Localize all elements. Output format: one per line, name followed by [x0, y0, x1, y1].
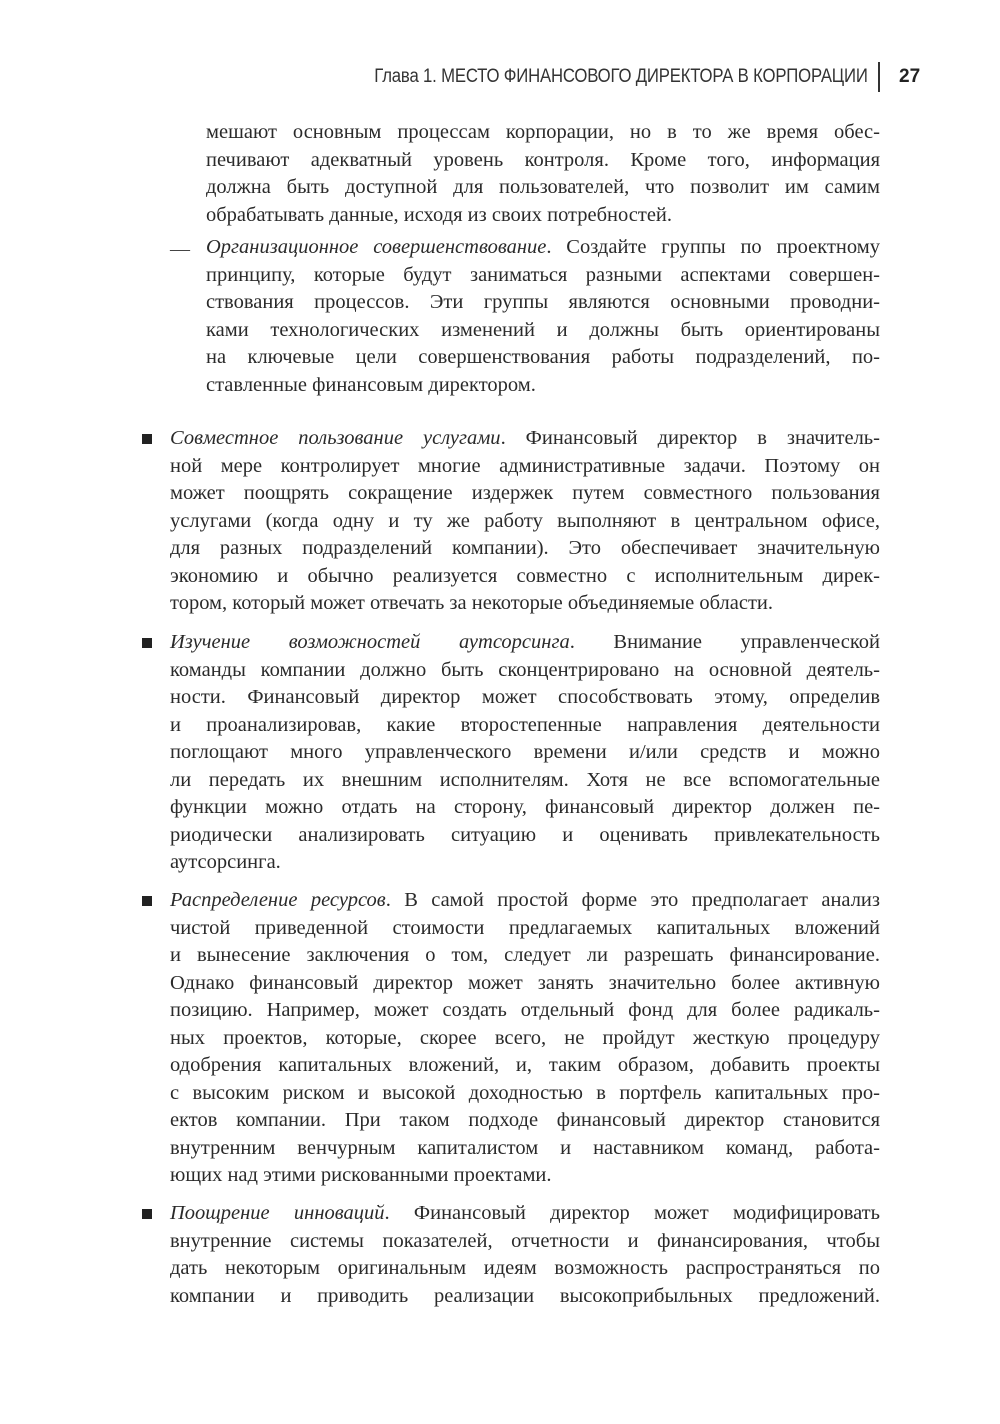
paragraph-line: экономию и обычно реализуется совместно с исполнительным дирек-: [170, 564, 880, 587]
paragraph-line: ности. Финансовый директор может способствовать этому, определив: [170, 686, 880, 708]
page-number: 27: [899, 66, 921, 87]
dash-marker: —: [170, 238, 190, 260]
paragraph-line: ющих над этими рискованными проектами.: [170, 1164, 552, 1186]
paragraph-line: с высоким риском и высокой доходностью в портфель капитальных про-: [170, 1081, 880, 1104]
paragraph-line: обрабатывать данные, исходя из своих потребностей.: [206, 203, 673, 226]
paragraph-line: ной мере контролирует многие административные задачи. Поэтому он: [170, 454, 880, 477]
item-title: Поощрение инноваций: [170, 1202, 385, 1224]
paragraph-line: может поощрять сокращение издержек путем совместного пользования: [170, 482, 880, 504]
paragraph-line: ных проектов, которые, скорее всего, не пройдут жесткую процедуру: [170, 1026, 880, 1049]
paragraph-line: функции можно отдать на сторону, финансовый директор должен пе-: [170, 796, 880, 818]
paragraph-line: [170, 1200, 880, 1228]
paragraph-line: [206, 234, 880, 262]
paragraph-line: на ключевые цели совершенствования работы подразделений, по-: [206, 346, 880, 368]
header-divider: [878, 62, 880, 92]
paragraph-line: команды компании должно быть сконцентрировано на основной деятель-: [170, 658, 880, 681]
paragraph-line: позицию. Например, может создать отдельный фонд для более радикаль-: [170, 999, 880, 1021]
paragraph-line: риодически анализировать ситуацию и оценивать привлекательность: [170, 823, 880, 846]
paragraph-line: внутренние системы показателей, отчетности и финансирования, чтобы: [170, 1229, 880, 1252]
item-title: Организационное совершенствование: [206, 236, 547, 258]
paragraph-line: ставленные финансовым директором.: [206, 373, 536, 396]
chapter-title: Глава 1. МЕСТО ФИНАНСОВОГО ДИРЕКТОРА В КОРПОРАЦИИ: [374, 66, 868, 87]
bullet-paragraph: [170, 629, 880, 877]
bullet-marker: [142, 638, 152, 648]
bullet-marker: [142, 434, 152, 444]
paragraph-line: и вынесение заключения о том, следует ли разрешать финансирование.: [170, 944, 880, 966]
paragraph-line: внутренним венчурным капиталистом и наставником команд, работа-: [170, 1136, 880, 1159]
paragraph-line: [170, 425, 880, 453]
item-text: . Финансовый директор может модифицировать: [384, 1202, 880, 1224]
paragraph-line: ками технологических изменений и должны быть ориентированы: [206, 318, 880, 341]
paragraph-line: ствования процессов. Эти группы являются основными проводни-: [206, 291, 880, 313]
paragraph-line: ли передать их внешним исполнителям. Хотя не все вспомогательные: [170, 768, 880, 791]
paragraph-line: чистой приведенной стоимости предлагаемых капитальных вложений: [170, 916, 880, 939]
bullet-marker: [142, 896, 152, 906]
paragraph-line: услугами (когда одну и ту же работу выполняют в центральном офисе,: [170, 509, 880, 532]
paragraph-line: дать некоторым оригинальным идеям возможность распространяться по: [170, 1257, 880, 1279]
paragraph-line: мешают основным процессам корпорации, но в то же время обес-: [206, 121, 880, 143]
paragraph-line: ектов компании. При таком подходе финансовый директор становится: [170, 1109, 880, 1131]
item-text: . В самой простой форме это предполагает анализ: [385, 889, 880, 911]
item-text: . Создайте группы по проектному: [546, 236, 880, 258]
paragraph-line: и проанализировав, какие второстепенные направления деятельности: [170, 713, 880, 736]
item-title: Распределение ресурсов: [170, 889, 386, 911]
paragraph-line: Однако финансовый директор может занять значительно более активную: [170, 971, 880, 994]
bullet-paragraph: [170, 1200, 880, 1310]
item-text: . Внимание управленческой: [569, 631, 880, 653]
item-text: . Финансовый директор в значитель-: [500, 427, 880, 449]
running-header: [0, 62, 1000, 94]
paragraph-line: печивают адекватный уровень контроля. Кроме того, информация: [206, 148, 880, 171]
paragraph-line: одобрения капитальных вложений, и, таким образом, добавить проекты: [170, 1054, 880, 1076]
paragraph-line: должна быть доступной для пользователей, что позволит им самим: [206, 176, 880, 198]
paragraph-line: аутсорсинга.: [170, 851, 281, 873]
item-title: Совместное пользование услугами: [170, 427, 501, 449]
item-title: Изучение возможностей аутсорсинга: [170, 631, 570, 653]
bullet-marker: [142, 1209, 152, 1219]
paragraph-line: [170, 629, 880, 657]
paragraph-line: поглощают много управленческого времени и/или средств и можно: [170, 741, 880, 763]
dash-item-paragraph: [206, 234, 880, 399]
bullet-paragraph: [170, 425, 880, 618]
paragraph-line: [170, 887, 880, 915]
paragraph-line: для разных подразделений компании). Это обеспечивает значительную: [170, 537, 880, 559]
paragraph-line: принципу, которые будут заниматься разными аспектами совершен-: [206, 263, 880, 286]
continuation-paragraph: [206, 119, 880, 229]
paragraph-line: компании и приводить реализации высокоприбыльных предложений.: [170, 1284, 880, 1307]
bullet-paragraph: [170, 887, 880, 1190]
paragraph-line: тором, который может отвечать за некоторые объединяемые области.: [170, 592, 774, 614]
